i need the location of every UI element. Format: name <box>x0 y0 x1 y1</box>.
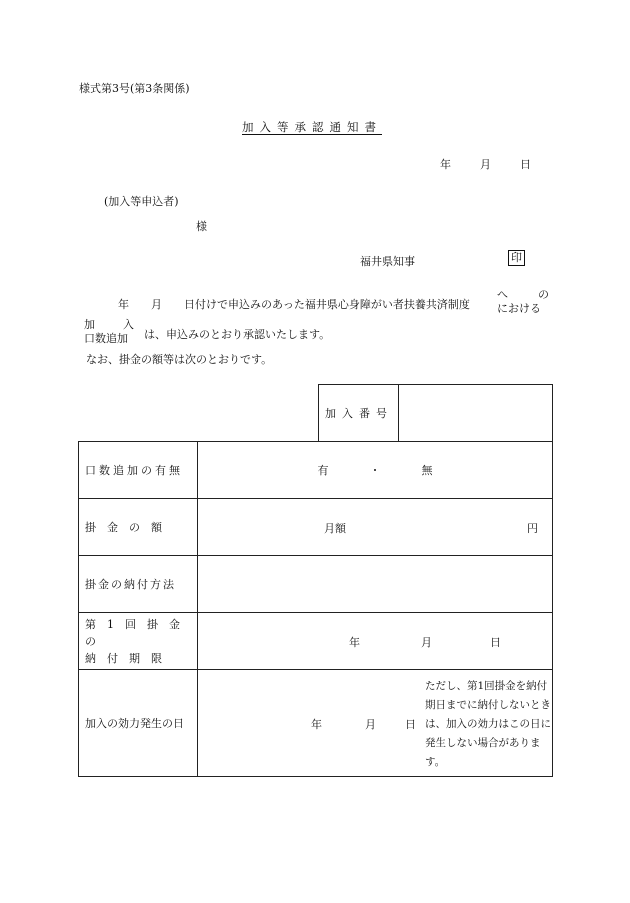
choice-right-top-a: へ <box>497 288 508 301</box>
noufu-value-cell[interactable] <box>198 556 553 613</box>
hassei-value-cell[interactable] <box>198 670 553 777</box>
body-choice-left <box>84 318 134 346</box>
kigen-month: 月 <box>421 636 432 649</box>
document-title: 加入等承認通知書 <box>242 120 382 134</box>
body-line-2: は、申込みのとおり承認いたします。 <box>144 328 331 341</box>
kakekin-label-cell <box>79 499 198 556</box>
option-yes: 有 <box>317 464 329 477</box>
table-row <box>79 556 553 613</box>
hassei-year: 年 <box>311 718 322 731</box>
noufu-label-cell <box>79 556 198 613</box>
issue-date-day: 日 <box>520 158 531 171</box>
choice-left-bottom: 口数追加 <box>84 332 128 345</box>
monthly-label: 月額 <box>324 522 346 535</box>
table-row <box>79 670 553 777</box>
table-row <box>79 499 553 556</box>
governor-name: 福井県知事 <box>360 255 415 268</box>
hassei-month: 月 <box>365 718 376 731</box>
kuchisu-value-cell[interactable] <box>198 442 553 499</box>
option-separator: ・ <box>369 464 381 477</box>
kigen-label-cell <box>79 613 198 670</box>
kakekin-value-cell[interactable] <box>198 499 553 556</box>
kigen-label-line2: 納 付 期 限 <box>85 651 162 665</box>
choice-right-top-b: の <box>538 288 549 301</box>
issue-date-year: 年 <box>440 158 451 171</box>
noufu-label: 掛金の納付方法 <box>85 578 176 591</box>
enrollment-number-label <box>318 384 399 442</box>
hassei-note: ただし、第1回掛金を納付期日までに納付しないときは、加入の効力はこの日に発生しない場合があります。 <box>425 680 551 768</box>
choice-left-top-b: 入 <box>123 318 134 331</box>
details-table <box>78 441 553 777</box>
body-line-3: なお、掛金の額等は次のとおりです。 <box>86 353 273 366</box>
hassei-day: 日 <box>405 718 416 731</box>
form-number-label: 様式第3号(第3条関係) <box>79 82 190 95</box>
kigen-day: 日 <box>490 636 501 649</box>
enrollment-number-field[interactable] <box>398 384 553 442</box>
applicant-label: (加入等申込者) <box>104 195 179 208</box>
honorific-sama: 様 <box>196 220 207 233</box>
body-choice-right <box>497 288 549 316</box>
hassei-label: 加入の効力発生の日 <box>85 717 184 730</box>
choice-right-bottom: における <box>497 302 541 315</box>
hassei-label-cell <box>79 670 198 777</box>
kuchisu-label-cell <box>79 442 198 499</box>
kakekin-label: 掛 金 の 額 <box>85 521 162 534</box>
issue-date-month: 月 <box>480 158 491 171</box>
table-row <box>79 442 553 499</box>
choice-left-top-a: 加 <box>84 318 95 331</box>
option-no: 無 <box>421 464 433 477</box>
table-row <box>79 613 553 670</box>
enrollment-number-label-text: 加入番号 <box>325 407 393 420</box>
kigen-value-cell[interactable] <box>198 613 553 670</box>
kigen-year: 年 <box>349 636 360 649</box>
body-line-1: 年 月 日付けで申込みのあった福井県心身障がい者扶養共済制度 <box>118 298 470 311</box>
seal-mark: 印 <box>508 250 525 266</box>
kigen-label-line1: 第 1 回 掛 金 の <box>85 617 191 648</box>
kuchisu-label: 口数追加の有無 <box>85 464 183 477</box>
yen-label: 円 <box>527 522 538 535</box>
issue-date <box>440 156 531 172</box>
